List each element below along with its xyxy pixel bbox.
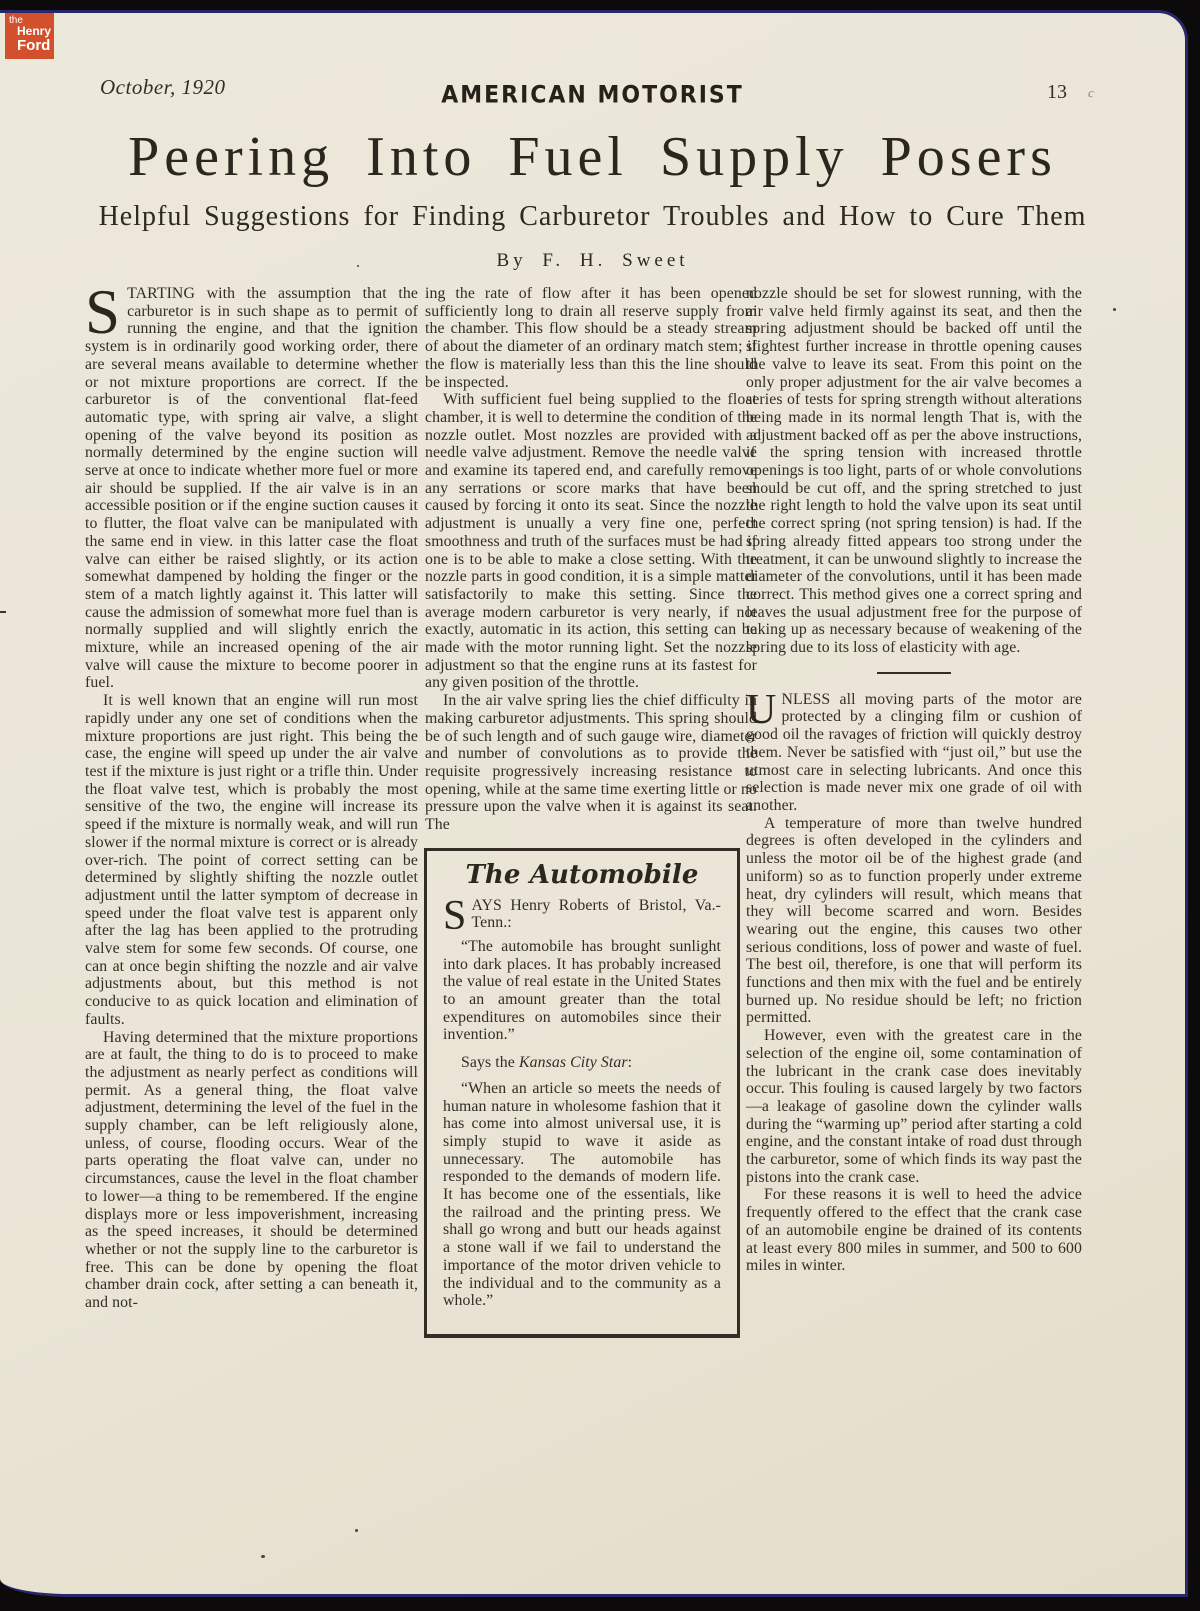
paragraph: “The automobile has brought sunlight into dark places. It has probably increased the value of real estate in the United States to an amount greater than the total expenditures on automobiles since their invention.” <box>443 937 721 1044</box>
print-speck <box>261 1555 265 1558</box>
says-prefix: Says the <box>461 1054 519 1072</box>
publication-name: Kansas City Star <box>518 1054 628 1072</box>
article-subtitle: Helpful Suggestions for Finding Carburetor Troubles and How to Cure Them <box>98 201 1087 232</box>
says-suffix: : <box>627 1054 633 1072</box>
paragraph-text: NLESS all moving parts of the motor are protected by a clinging film or cushion of good oil the ravages of friction will quickly destroy them. Never be satisfied with “just oil,” but use the utmost care in selecting lubricants. And once this selection is made never mix one grade of oil with another. <box>746 690 1082 814</box>
logo-text-henry: Henry <box>17 24 52 38</box>
drop-cap-s: S <box>85 277 121 347</box>
paragraph: For these reasons it is well to heed the advice frequently offered to the effect that the crank case of an automobile engine be drained of its contents at least every 800 miles in summer, and 500 to 600 miles in winter. <box>746 1186 1082 1275</box>
logo-text-the: the <box>9 15 23 26</box>
paragraph: With sufficient fuel being supplied to the float chamber, it is well to determine the condition of the nozzle outlet. Most nozzles are provided with a needle valve adjustment. Remove the needle valve and examine its tapered end, and carefully remove any serrations or score marks that have been caused by forcing it onto its seat. Since the nozzle adjustment is unually a very fine one, perfect smoothness and truth of the surfaces must be had if one is to be able to make a close setting. With the nozzle parts in good condition, it is a simple matter satisfactorily to make this setting. Since the average modern carburetor is very nearly, if not exactly, automatic in its action, this setting can be made with the motor running light. Set the nozzle adjustment so that the engine runs at its fastest for any given position of the throttle. <box>425 391 757 692</box>
paragraph <box>746 686 1082 815</box>
paragraph: It is well known that an engine will run most rapidly under any one set of conditions when the mixture proportions are just right. This being the case, the engine will speed up under the air valve test if the mixture is just right or a trifle thin. Under the float valve test, which is probably the most sensitive of the two, the engine will increase its speed if the mixture is normally weak, and will run slower if the normal mixture is correct or is already over-rich. The point of correct setting can be determined by slightly shifting the nozzle outlet adjustment until the latter symptom of decrease in speed under the float valve test is apparent only after the lag has been applied to the protruding valve stem for some few seconds. Of course, one can at once begin shifting the nozzle and air valve adjustments about, but this method is not conducive to as quick location and elimination of faults. <box>85 692 418 1028</box>
scan-edge-artifact <box>0 611 6 613</box>
print-speck <box>355 1529 358 1532</box>
paragraph: “When an article so meets the needs of human nature in wholesome fashion that it has come into almost universal use, it is simply stupid to wave it aside as unnecessary. The automobile has responded to the demands of modern life. It has become one of the essentials, like the railroad and the printing press. We shall go wrong and butt our heads against a stone wall if we fail to understand the importance of the motor driven vehicle to the individual and to the community as a whole.” <box>443 1079 721 1310</box>
issue-date: October, 1920 <box>100 75 226 99</box>
paragraph-text: TARTING with the assumption that the carburetor is in such shape as to permit of running the engine, and that the ignition system is in ordinarily good working order, there are several means available to determine whether or not mixture proportions are correct. If the carburetor is of the conventional flat-feed automatic type, with spring air valve, a slight opening of the valve beyond its position as normally determined by the engine suction will serve at once to indicate whether more fuel or more air should be supplied. If the air valve is in an accessible position or if the engine suction causes it to flutter, the float valve can be manipulated with the same end in view. in this latter case the float valve can either be raised slightly, or its action somewhat dampened by holding the finger or the stem of a match lightly against it. This latter will cause the admission of somewhat more fuel than is normally supplied and will slightly enrich the mixture, while an increased opening of the air valve will cause the mixture to become poorer in fuel. <box>85 285 418 692</box>
paragraph: ing the rate of flow after it has been opened sufficiently long to drain all reserve supply from the chamber. This flow should be a steady stream of about the diameter of an ordinary match stem; if the flow is materially less than this the line should be inspected. <box>425 285 757 391</box>
section-divider <box>877 672 951 674</box>
paragraph: Having determined that the mixture proportions are at fault, the thing to do is to proceed to make the adjustment as nearly perfect as conditions will permit. As a general thing, the float valve adjustment, determining the level of the fuel in the supply chamber, can be left religiously alone, unless, of course, flooding occurs. Wear of the parts operating the float valve can, under no circumstances, cause the level in the float chamber to lower—a thing to be remembered. If the engine displays more or less impoverishment, increasing as the speed increases, it should be determined whether or not the supply line to the carburetor is free. This can be done by opening the float chamber drain cock, after setting a can beneath it, and not- <box>85 1028 418 1312</box>
text-column-3 <box>746 285 1082 1275</box>
paragraph: In the air valve spring lies the chief difficulty in making carburetor adjustments. This spring should be of such length and of such gauge wire, diameter and number of convolutions as to provide the requisite progressively increasing resistance to opening, while at the same time exerting little or no pressure upon the valve when it is against its seat. The <box>425 692 757 834</box>
inset-box-title: The Automobile <box>465 859 699 890</box>
paragraph: nozzle should be set for slowest running, with the air valve held firmly against its seat, and then the spring adjustment should be backed off until the slightest further increase in throttle opening causes the valve to leave its seat. From this point on the only proper adjustment for the air valve becomes a series of tests for spring strength without alterations being made in its normal length That is, with the adjustment backed off as per the above instructions, if the spring tension with increased throttle openings is too light, parts of or whole convolutions should be cut off, and the spring stretched to just the right length to hold the valve upon its seat until the correct spring (not spring tension) is had. If the spring already fitted appears too strong under the treatment, it can be unwound slightly to increase the diameter of the convolutions, until it has been made correct. This method gives one a correct spring and leaves the usual adjustment free for the purpose of taking up as necessary because of weakening of the spring due to its loss of elasticity with age. <box>746 285 1082 657</box>
paragraph: A temperature of more than twelve hundred degrees is often developed in the cylinders and unless the motor oil be of the highest grade (and uniform) so as to function properly under extreme heat, dry cylinders will result, which means that they will become scarred and worn. Besides wearing out the engine, this causes two other serious conditions, loss of power and waste of fuel. The best oil, therefore, is one that will perform its functions and then mix with the fuel and be entirely burned up. No residue should be left; no friction permitted. <box>746 814 1082 1027</box>
scan-artifact-mark: c <box>1088 85 1094 100</box>
drop-cap-s: S <box>443 892 467 939</box>
print-speck <box>1113 308 1116 311</box>
drop-cap-u: U <box>746 686 777 733</box>
inset-quote-box <box>424 848 740 1338</box>
paragraph: However, even with the greatest care in the selection of the engine oil, some contamination of the lubricant in the crank case does inevitably occur. This fouling is caused largely by two factors —a leakage of gasoline down the cylinder walls during the “warming up” period after starting a cold engine, and the constant intake of road dust through the carburetor, some of which finds its way past the pistons into the crank case. <box>746 1027 1082 1186</box>
magazine-masthead: AMERICAN MOTORIST <box>441 82 744 109</box>
article-byline: By F. H. Sweet <box>496 250 689 271</box>
page-number: 13 <box>1047 81 1067 103</box>
henry-ford-archive-logo <box>5 13 54 59</box>
paragraph <box>85 277 418 692</box>
paragraph <box>443 1054 721 1072</box>
article-title: Peering Into Fuel Supply Posers <box>128 126 1057 188</box>
text-column-2 <box>425 285 757 1338</box>
paragraph <box>443 892 721 939</box>
magazine-page <box>0 10 1188 1597</box>
logo-text-ford: Ford <box>17 37 51 54</box>
print-speck <box>357 265 359 267</box>
text-column-1 <box>85 277 418 1312</box>
paragraph-text: AYS Henry Roberts of Bristol, Va.-Tenn.: <box>471 896 721 932</box>
